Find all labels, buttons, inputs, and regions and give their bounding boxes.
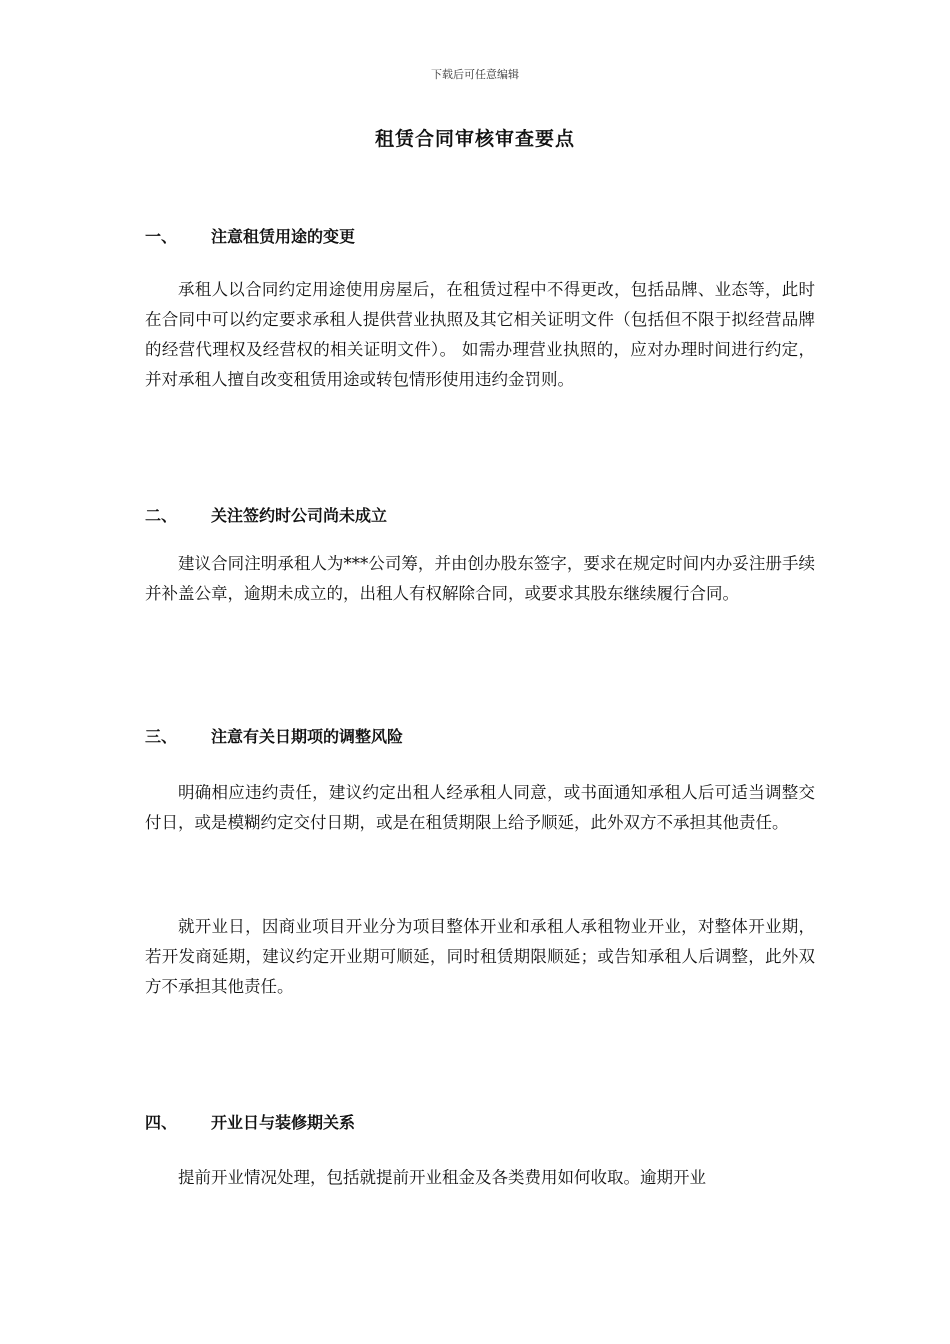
section-heading-2 xyxy=(145,503,387,526)
section-heading-text: 注意有关日期项的调整风险 xyxy=(211,727,404,746)
header-note: 下载后可任意编辑 xyxy=(431,68,519,81)
section-heading-text: 开业日与装修期关系 xyxy=(211,1113,356,1132)
section-1-paragraph-1: 承租人以合同约定用途使用房屋后，在租赁过程中不得更改，包括品牌、业态等，此时在合同中可以约定要求承租人提供营业执照及其它相关证明文件（包括但不限于拟经营品牌的经营代理权及经营权的相关证明文件）。 如需办理营业执照的，应对办理时间进行约定，并对承租人擅自改变租赁用途或转包情形使用违约金罚则。 xyxy=(145,280,815,389)
section-number: 一、 xyxy=(145,227,178,246)
section-heading-text: 关注签约时公司尚未成立 xyxy=(211,506,388,525)
section-heading-text: 注意租赁用途的变更 xyxy=(211,227,356,246)
section-heading-1 xyxy=(145,224,355,247)
section-number: 二、 xyxy=(145,506,178,525)
section-4-paragraph-1: 提前开业情况处理，包括就提前开业租金及各类费用如何收取。逾期开业 xyxy=(178,1168,706,1187)
section-heading-4 xyxy=(145,1110,355,1133)
section-number: 四、 xyxy=(145,1113,178,1132)
section-heading-3 xyxy=(145,724,403,747)
document-title: 租赁合同审核审查要点 xyxy=(374,128,575,150)
section-3-paragraph-2: 就开业日，因商业项目开业分为项目整体开业和承租人承租物业开业，对整体开业期，若开发商延期，建议约定开业期可顺延，同时租赁期限顺延；或告知承租人后调整，此外双方不承担其他责任。 xyxy=(145,917,815,996)
section-2-paragraph-1: 建议合同注明承租人为***公司筹，并由创办股东签字，要求在规定时间内办妥注册手续并补盖公章，逾期未成立的，出租人有权解除合同，或要求其股东继续履行合同。 xyxy=(145,554,815,603)
section-3-paragraph-1: 明确相应违约责任，建议约定出租人经承租人同意，或书面通知承租人后可适当调整交付日，或是模糊约定交付日期，或是在租赁期限上给予顺延，此外双方不承担其他责任。 xyxy=(145,783,815,832)
section-number: 三、 xyxy=(145,727,178,746)
